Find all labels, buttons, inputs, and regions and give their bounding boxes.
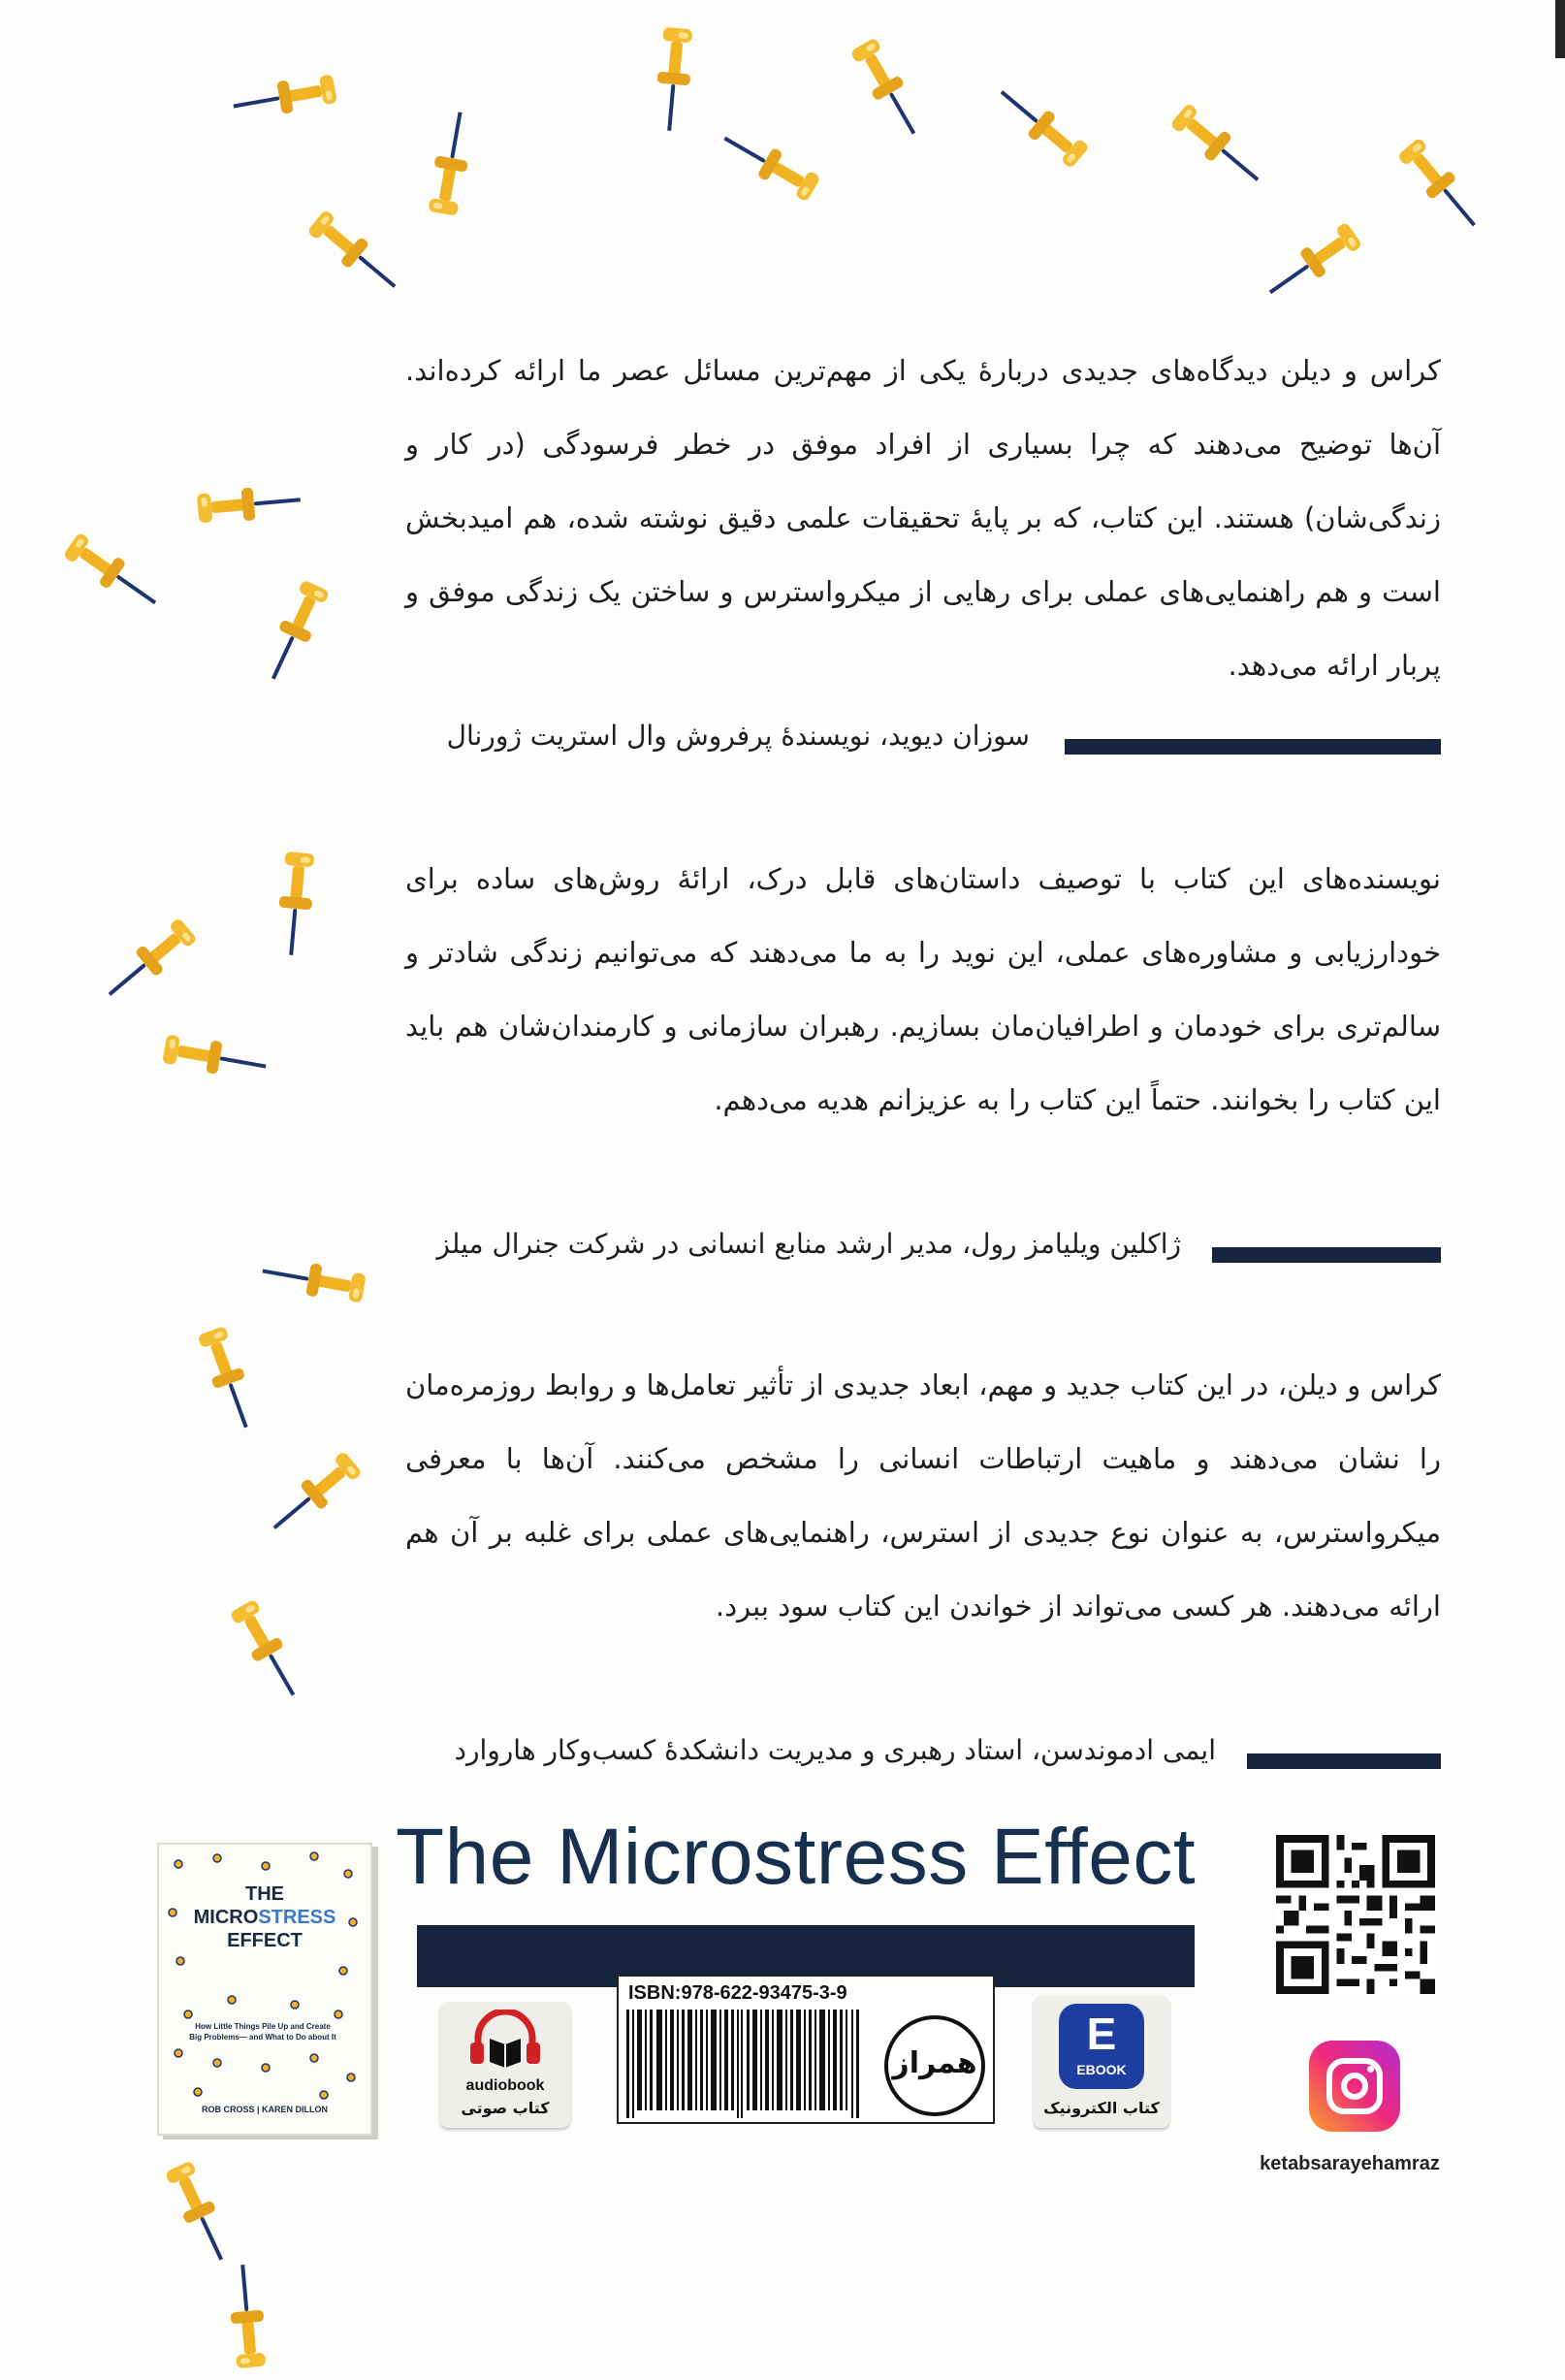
push-pin-icon bbox=[1164, 96, 1270, 194]
push-pin-icon bbox=[157, 1029, 269, 1085]
ebook-icon-letter: E bbox=[1086, 2009, 1117, 2059]
endorsement-quote: کراس و دیلن دیدگاه‌های جدیدی دربارهٔ یکی از مهم‌ترین مسائل عصر ما ارائه کرده‌اند. آن‌ها توضیح می‌دهند که چرا بسیاری از افراد موفق در خطر فرسودگی (در کار و زندگی‌شان) هستند. این کتاب، که بر پایهٔ تحقیقات علمی دقیق نوشته شده، هم امیدبخش است و هم راهنمایی‌های عملی برای رهایی از میکرواسترس و ساختن یک زندگی موفق و پربار ارائه می‌دهد. bbox=[405, 354, 1441, 682]
english-book-title: The Microstress Effect bbox=[396, 1813, 1197, 1901]
ebook-caption: کتاب الکترونیک bbox=[1043, 2099, 1160, 2117]
cover-title-microstress bbox=[159, 1907, 370, 1929]
endorser-name: ایمی ادموندسن، استاد رهبری و مدیریت دانشکدهٔ کسب‌وکار هاروارد bbox=[454, 1734, 1216, 1766]
cover-authors: ROB CROSS | KAREN DILLON bbox=[201, 2105, 329, 2114]
attribution-bar bbox=[1212, 1247, 1441, 1263]
qr-code[interactable] bbox=[1276, 1835, 1435, 1994]
ebook-badge bbox=[1034, 1996, 1169, 2128]
attribution-bar bbox=[1065, 739, 1441, 755]
cover-title-effect: EFFECT bbox=[227, 1930, 303, 1951]
publisher-logo-text: همراز bbox=[892, 2046, 977, 2080]
push-pin-icon bbox=[650, 22, 697, 132]
instagram-handle[interactable]: ketabsarayehamraz bbox=[1260, 2153, 1440, 2174]
endorsement-attribution bbox=[405, 720, 1441, 758]
push-pin-icon bbox=[844, 31, 931, 143]
endorsement-quote: نویسنده‌های این کتاب با توصیف داستان‌های قابل درک، ارائهٔ روش‌های ساده برای خودارزیابی و مشاوره‌های عملی، این نوید را به ما می‌دهند که می‌توانیم زندگی شادتر و سالم‌تری برای خودمان و اطرافیان‌مان بسازیم. رهبران سازمانی و کارمندان‌شان هم باید این کتاب را بخوانند. حتماً این کتاب را به عزیزانم هدیه می‌دهم. bbox=[405, 862, 1441, 1116]
cover-title-micro: MICRO bbox=[193, 1907, 259, 1928]
cover-subtitle: How Little Things Pile Up and Create Big Problems— and What to Do about It bbox=[189, 2022, 336, 2042]
publisher-logo bbox=[884, 2015, 985, 2116]
headphones-book-icon bbox=[466, 2010, 544, 2072]
endorser-name: ژاکلین ویلیامز رول، مدیر ارشد منابع انسانی در شرکت جنرال میلز bbox=[436, 1228, 1181, 1260]
push-pin-icon bbox=[159, 2155, 240, 2268]
push-pin-icon bbox=[715, 121, 826, 209]
book-cover-thumbnail bbox=[157, 1843, 372, 2136]
isbn-text: ISBN:978-622-93475-3-9 bbox=[628, 1982, 847, 2004]
endorsement-attribution bbox=[405, 1228, 1441, 1267]
cover-title-the: THE bbox=[245, 1883, 284, 1905]
push-pin-icon bbox=[262, 1444, 368, 1542]
push-pin-icon bbox=[989, 77, 1096, 175]
ebook-app-icon bbox=[1059, 2004, 1144, 2089]
push-pin-icon bbox=[1390, 131, 1488, 238]
push-pin-icon bbox=[56, 526, 166, 619]
push-pin-icon bbox=[1259, 215, 1368, 308]
push-pin-icon bbox=[423, 109, 479, 220]
endorser-name: سوزان دیوید، نویسندهٔ پرفروش وال استریت ژورنال bbox=[446, 720, 1030, 752]
isbn-barcode-box bbox=[617, 1975, 995, 2124]
audiobook-caption: کتاب صوتی bbox=[461, 2099, 550, 2117]
push-pin-icon bbox=[256, 574, 336, 688]
push-pin-icon bbox=[301, 203, 407, 301]
push-pin-icon bbox=[223, 2263, 271, 2372]
cover-title-stress: STRESS bbox=[258, 1907, 336, 1928]
attribution-bar bbox=[1247, 1753, 1441, 1769]
instagram-icon[interactable] bbox=[1309, 2041, 1400, 2132]
push-pin-icon bbox=[223, 1592, 310, 1704]
push-pin-icon bbox=[230, 69, 341, 125]
audiobook-label: audiobook bbox=[465, 2077, 545, 2094]
push-pin-icon bbox=[191, 1320, 264, 1433]
push-pin-icon bbox=[192, 480, 302, 528]
push-pin-icon bbox=[271, 847, 319, 956]
page-edge-shadow bbox=[1555, 0, 1565, 58]
endorsement-quote: کراس و دیلن، در این کتاب جدید و مهم، ابعاد جدیدی از تأثیر تعامل‌ها و روابط روزمره‌مان را نشان می‌دهند و ماهیت ارتباطات انسانی را مشخص می‌کنند. آن‌ها با معرفی میکرواسترس، به عنوان نوع جدیدی از استرس، راهنمایی‌های عملی برای غلبه بر آن هم ارائه می‌دهند. هر کسی می‌تواند از خواندن این کتاب سود ببرد. bbox=[405, 1368, 1441, 1623]
push-pin-icon bbox=[97, 911, 204, 1009]
barcode bbox=[626, 2010, 869, 2118]
ebook-icon-label: EBOOK bbox=[1076, 2062, 1127, 2077]
audiobook-badge bbox=[440, 2002, 570, 2128]
endorsement-attribution bbox=[405, 1734, 1441, 1773]
push-pin-icon bbox=[259, 1252, 370, 1308]
